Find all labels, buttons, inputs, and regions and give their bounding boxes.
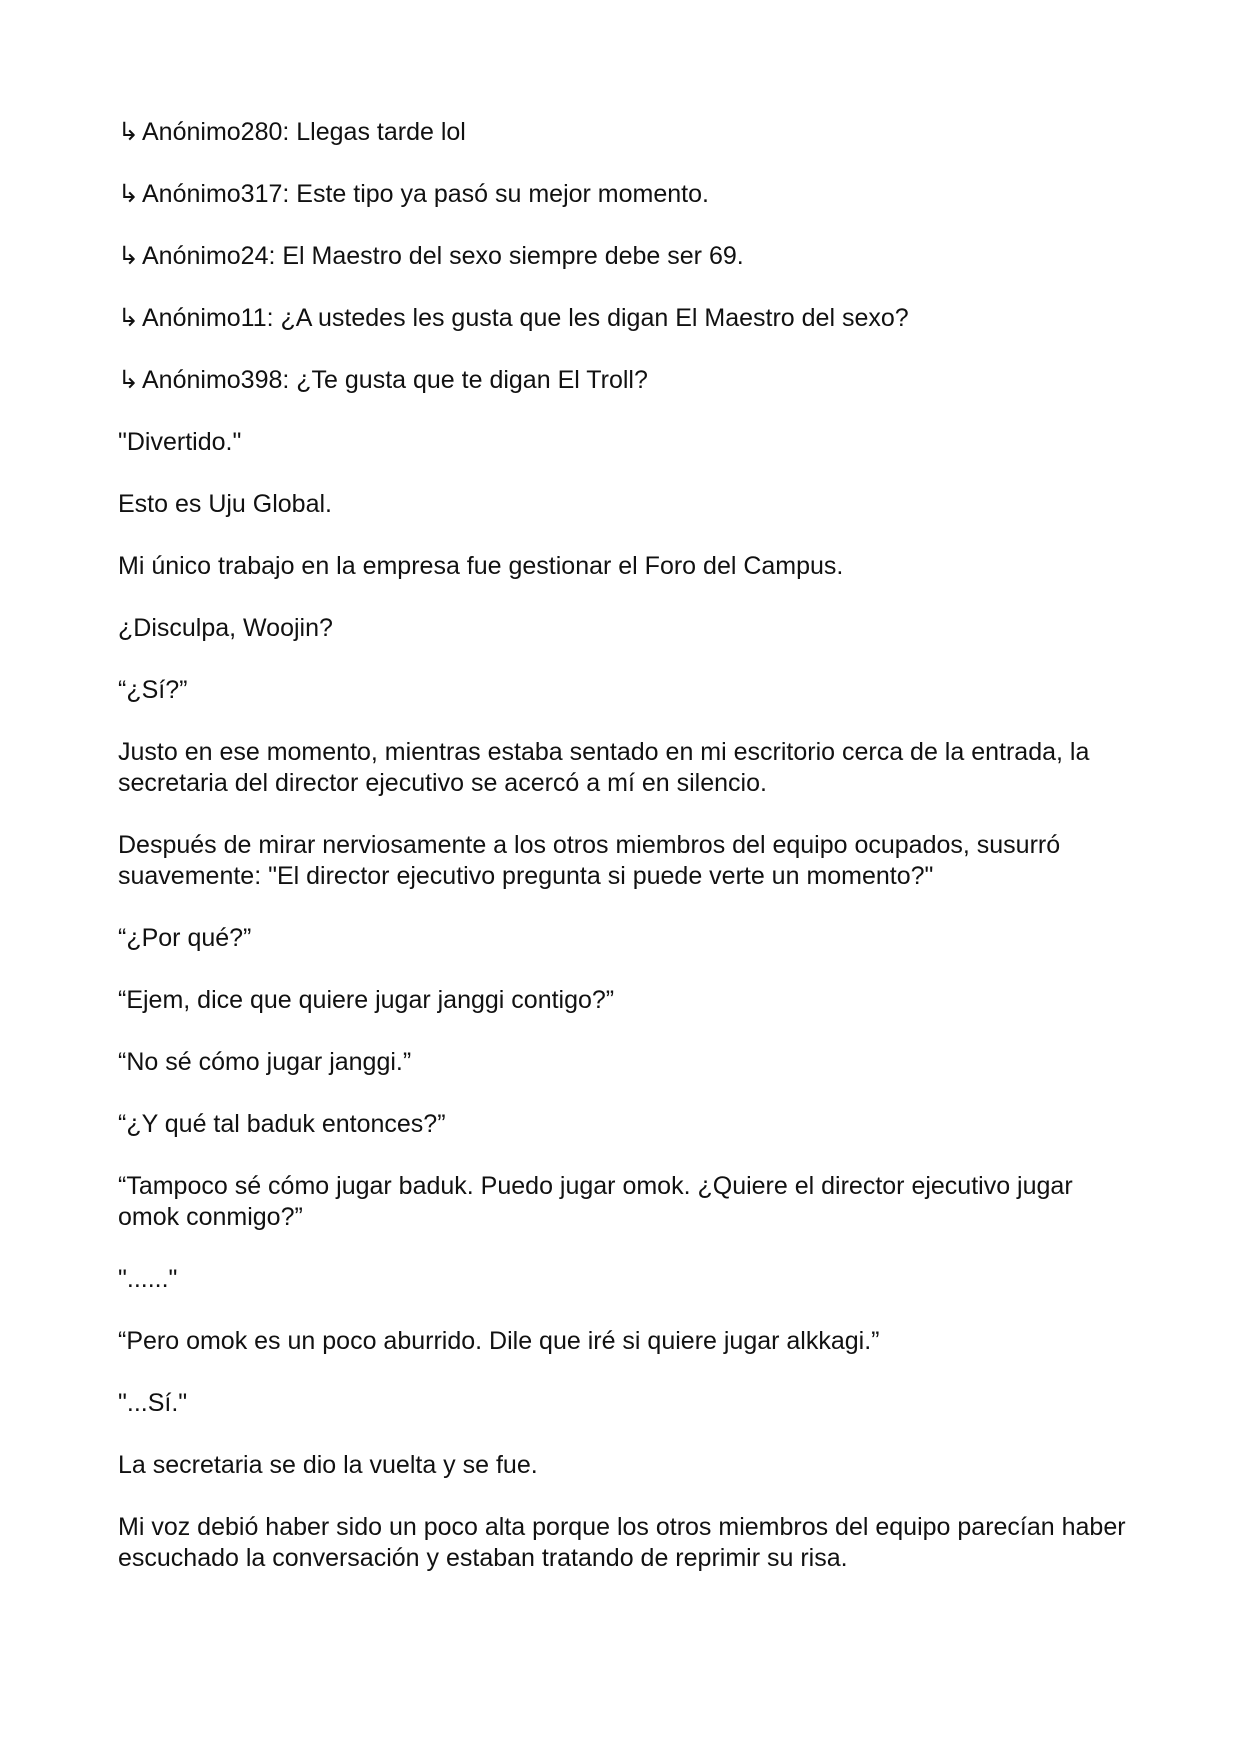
paragraph: "Divertido." bbox=[118, 428, 242, 456]
paragraph: “¿Y qué tal baduk entonces?” bbox=[118, 1110, 446, 1138]
paragraph: La secretaria se dio la vuelta y se fue. bbox=[118, 1451, 538, 1479]
paragraph: ¿Disculpa, Woojin? bbox=[118, 614, 333, 642]
paragraph: Justo en ese momento, mientras estaba sentado en mi escritorio cerca de la entrada, la secretaria del director ejecutivo se acercó a mí en silencio. bbox=[118, 738, 1090, 797]
reply-line-5 bbox=[118, 365, 1128, 396]
reply-arrow-icon: ↳ bbox=[118, 304, 139, 332]
paragraph: “Tampoco sé cómo jugar baduk. Puedo jugar omok. ¿Quiere el director ejecutivo jugar omok conmigo?” bbox=[118, 1172, 1073, 1231]
paragraph: "......" bbox=[118, 1265, 178, 1293]
document-page bbox=[118, 117, 1128, 1605]
paragraph: Mi único trabajo en la empresa fue gestionar el Foro del Campus. bbox=[118, 552, 844, 580]
paragraph: “Ejem, dice que quiere jugar janggi contigo?” bbox=[118, 986, 615, 1014]
reply-arrow-icon: ↳ bbox=[118, 118, 139, 146]
reply-text: Anónimo280: Llegas tarde lol bbox=[142, 118, 466, 146]
reply-arrow-icon: ↳ bbox=[118, 366, 139, 394]
paragraph: "...Sí." bbox=[118, 1389, 188, 1417]
reply-line-2 bbox=[118, 179, 1128, 210]
paragraph: “¿Por qué?” bbox=[118, 924, 252, 952]
reply-line-1 bbox=[118, 117, 1128, 148]
paragraph: “¿Sí?” bbox=[118, 676, 188, 704]
reply-line-3 bbox=[118, 241, 1128, 272]
paragraph: “No sé cómo jugar janggi.” bbox=[118, 1048, 412, 1076]
paragraph: Después de mirar nerviosamente a los otros miembros del equipo ocupados, susurró suavemente: "El director ejecutivo pregunta si puede verte un momento?" bbox=[118, 831, 1061, 890]
reply-arrow-icon: ↳ bbox=[118, 180, 139, 208]
reply-text: Anónimo24: El Maestro del sexo siempre debe ser 69. bbox=[142, 242, 744, 270]
reply-text: Anónimo317: Este tipo ya pasó su mejor momento. bbox=[142, 180, 709, 208]
reply-line-4 bbox=[118, 303, 1128, 334]
paragraph: Mi voz debió haber sido un poco alta porque los otros miembros del equipo parecían haber escuchado la conversación y estaban tratando de reprimir su risa. bbox=[118, 1513, 1126, 1572]
reply-text: Anónimo398: ¿Te gusta que te digan El Troll? bbox=[142, 366, 648, 394]
reply-text: Anónimo11: ¿A ustedes les gusta que les digan El Maestro del sexo? bbox=[142, 304, 909, 332]
paragraph: Esto es Uju Global. bbox=[118, 490, 332, 518]
reply-arrow-icon: ↳ bbox=[118, 242, 139, 270]
paragraph: “Pero omok es un poco aburrido. Dile que iré si quiere jugar alkkagi.” bbox=[118, 1327, 880, 1355]
